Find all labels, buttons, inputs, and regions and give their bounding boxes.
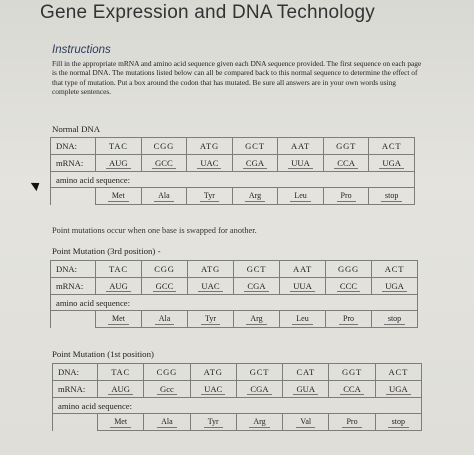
amino-acid-label: amino acid sequence: <box>53 398 422 414</box>
mutation-3rd-table <box>50 260 418 328</box>
mrna-row <box>51 278 418 295</box>
amino-acid[interactable]: Arg <box>246 314 266 325</box>
mrna-codon[interactable]: CGA <box>247 384 271 395</box>
amino-acid[interactable]: Pro <box>342 417 361 428</box>
mutation-1st-table <box>52 363 422 431</box>
dna-row <box>51 138 415 155</box>
amino-acid[interactable]: stop <box>384 314 405 325</box>
amino-acid[interactable]: Leu <box>292 314 312 325</box>
mrna-codon[interactable]: GUA <box>293 384 318 395</box>
amino-acid[interactable]: Met <box>110 417 131 428</box>
dna-row <box>53 364 422 381</box>
mrna-codon[interactable]: CCC <box>337 281 360 292</box>
dna-codon: TAC <box>96 261 142 278</box>
point-mutation-note: Point mutations occur when one base is swapped for another. <box>52 226 257 235</box>
mrna-row-label: mRNA: <box>51 155 96 172</box>
mutation-3rd-label: Point Mutation (3rd position) - <box>52 246 161 256</box>
amino-acid[interactable]: Leu <box>290 191 310 202</box>
mrna-codon[interactable]: UGA <box>379 158 404 169</box>
dna-codon: TAC <box>96 138 142 155</box>
dna-codon: ACT <box>369 138 415 155</box>
instructions-heading: Instructions <box>52 44 111 56</box>
mrna-codon[interactable]: Gcc <box>157 384 177 395</box>
dna-codon: ATG <box>190 364 236 381</box>
mrna-codon[interactable]: AUG <box>106 158 131 169</box>
mrna-codon[interactable]: CCA <box>340 384 364 395</box>
dna-row-label: DNA: <box>53 364 98 381</box>
dna-row <box>51 261 418 278</box>
mrna-codon[interactable]: CGA <box>244 281 268 292</box>
amino-acid[interactable]: Tyr <box>201 314 220 325</box>
amino-row <box>53 414 422 431</box>
mrna-codon[interactable]: UGA <box>386 384 411 395</box>
page-title: Gene Expression and DNA Technology <box>40 2 375 23</box>
amino-label-row <box>51 172 415 188</box>
amino-acid[interactable]: stop <box>381 191 402 202</box>
amino-acid[interactable]: Pro <box>339 314 358 325</box>
dna-codon: GCT <box>232 138 278 155</box>
dna-row-label: DNA: <box>51 138 96 155</box>
amino-row <box>51 188 415 205</box>
mrna-codon[interactable]: GCC <box>153 281 177 292</box>
amino-acid[interactable]: Met <box>108 314 129 325</box>
mrna-row <box>51 155 415 172</box>
mrna-codon[interactable]: GCC <box>152 158 176 169</box>
amino-row <box>51 311 418 328</box>
dna-codon: ACT <box>372 261 418 278</box>
amino-acid[interactable]: stop <box>388 417 409 428</box>
mrna-row-label: mRNA: <box>53 381 98 398</box>
mrna-codon[interactable]: CGA <box>243 158 267 169</box>
amino-acid-label: amino acid sequence: <box>51 172 415 188</box>
mrna-codon[interactable]: UAC <box>197 158 221 169</box>
amino-acid[interactable]: Met <box>108 191 129 202</box>
normal-dna-table <box>50 137 415 205</box>
mrna-codon[interactable]: UUA <box>288 158 313 169</box>
amino-acid[interactable]: Ala <box>154 191 174 202</box>
mrna-codon[interactable]: UAC <box>201 384 225 395</box>
dna-codon: ATG <box>187 138 233 155</box>
mrna-row-label: mRNA: <box>51 278 96 295</box>
mrna-codon[interactable]: UGA <box>382 281 407 292</box>
amino-acid[interactable]: Ala <box>155 314 175 325</box>
dna-codon: CGG <box>144 364 190 381</box>
dna-codon: TAC <box>98 364 144 381</box>
mrna-codon[interactable]: CCA <box>334 158 358 169</box>
amino-label-row <box>51 295 418 311</box>
mrna-codon[interactable]: UUA <box>290 281 315 292</box>
mouse-pointer-icon <box>31 179 42 191</box>
dna-codon: GGT <box>323 138 369 155</box>
dna-codon: CGG <box>142 261 188 278</box>
amino-label-row <box>53 398 422 414</box>
amino-acid[interactable]: Tyr <box>200 191 219 202</box>
mrna-codon[interactable]: AUG <box>108 384 133 395</box>
dna-codon: CGG <box>141 138 187 155</box>
amino-acid[interactable]: Arg <box>249 417 269 428</box>
dna-codon: ATG <box>188 261 234 278</box>
dna-row-label: DNA: <box>51 261 96 278</box>
mutation-1st-label: Point Mutation (1st position) <box>52 349 154 359</box>
dna-codon: GCT <box>234 261 280 278</box>
instructions-text: Fill in the appropriate mRNA and amino acid sequence given each DNA sequence provided. The first sequence on each page is the normal DNA. The mutations listed below can all be compared back to this normal sequence to determine the effect of that type of mutation. Put a box around the codon that has mutated. Be sure all answers are in your own words using complete sentences. <box>52 59 422 96</box>
amino-acid[interactable]: Val <box>296 417 315 428</box>
normal-dna-label: Normal DNA <box>52 124 101 134</box>
dna-codon: ACT <box>375 364 421 381</box>
amino-acid[interactable]: Tyr <box>204 417 223 428</box>
dna-codon: GGT <box>329 364 375 381</box>
mrna-row <box>53 381 422 398</box>
dna-codon: AAT <box>280 261 326 278</box>
dna-codon: AAT <box>278 138 324 155</box>
dna-codon: GGG <box>326 261 372 278</box>
amino-acid-label: amino acid sequence: <box>51 295 418 311</box>
dna-codon: CAT <box>283 364 329 381</box>
dna-codon: GCT <box>236 364 282 381</box>
amino-acid[interactable]: Arg <box>245 191 265 202</box>
mrna-codon[interactable]: UAC <box>198 281 222 292</box>
mrna-codon[interactable]: AUG <box>106 281 131 292</box>
amino-acid[interactable]: Ala <box>157 417 177 428</box>
amino-acid[interactable]: Pro <box>337 191 356 202</box>
